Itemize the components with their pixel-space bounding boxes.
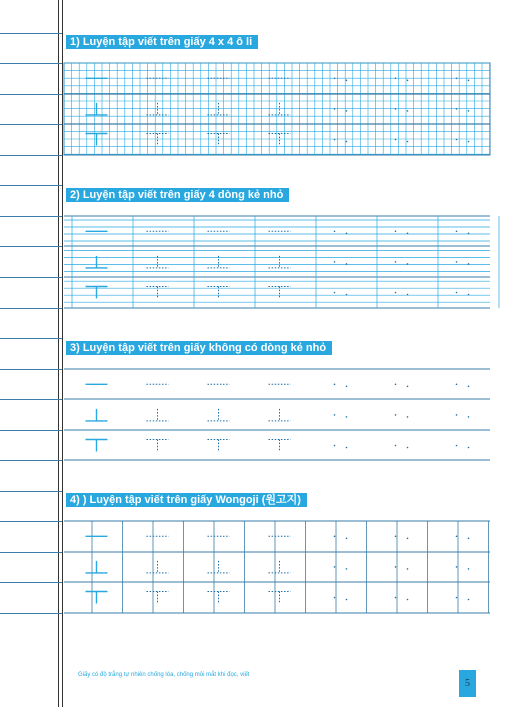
practice-cell-s1-r1-c3 — [269, 103, 291, 115]
practice-cell-s2-r1-c5 — [395, 261, 397, 263]
practice-cell-s3-r1-c1 — [147, 409, 169, 421]
practice-cell-s1-r1-c4 — [346, 110, 348, 112]
practice-cell-s3-r1-c6 — [468, 416, 470, 418]
practice-cell-s1-r0-c5 — [407, 80, 409, 82]
practice-cell-s2-r2-c6 — [456, 292, 458, 294]
practice-cell-s4-r2-c0 — [86, 592, 108, 604]
page-number: 5 — [459, 670, 476, 697]
practice-cell-s1-r2-c5 — [407, 141, 409, 143]
practice-cell-s4-r2-c5 — [395, 597, 397, 599]
practice-cell-s2-r0-c4 — [346, 233, 348, 235]
practice-cell-s4-r1-c5 — [395, 566, 397, 568]
practice-cell-s3-r1-c4 — [346, 416, 348, 418]
practice-cell-s1-r1-c4 — [334, 108, 336, 110]
practice-cell-s4-r2-c1 — [147, 592, 169, 604]
section-title-3: 3) Luyện tập viết trên giấy không có dòng kẻ nhỏ — [66, 341, 332, 355]
practice-cell-s4-r1-c0 — [86, 561, 108, 573]
practice-cell-s3-r2-c4 — [334, 445, 336, 447]
practice-cell-s1-r2-c3 — [269, 134, 291, 146]
practice-cell-s1-r1-c6 — [468, 110, 470, 112]
practice-cell-s2-r1-c4 — [334, 261, 336, 263]
practice-cell-s4-r2-c6 — [468, 599, 470, 601]
practice-cell-s1-r2-c6 — [456, 139, 458, 141]
practice-cell-s1-r1-c5 — [395, 108, 397, 110]
practice-cell-s2-r0-c6 — [456, 231, 458, 233]
practice-cell-s1-r2-c1 — [147, 134, 169, 146]
practice-cell-s3-r0-c4 — [346, 386, 348, 388]
practice-cell-s1-r0-c4 — [334, 78, 336, 80]
practice-cell-s1-r1-c1 — [147, 103, 169, 115]
practice-cell-s4-r1-c4 — [346, 568, 348, 570]
practice-cell-s3-r1-c5 — [407, 416, 409, 418]
practice-cell-s3-r1-c4 — [334, 414, 336, 416]
practice-cell-s1-r1-c0 — [86, 103, 108, 115]
practice-cell-s3-r2-c1 — [147, 440, 169, 452]
practice-cell-s3-r2-c2 — [208, 440, 230, 452]
practice-cell-s2-r1-c6 — [456, 261, 458, 263]
practice-cell-s4-r0-c6 — [456, 536, 458, 538]
practice-cell-s1-r0-c4 — [346, 80, 348, 82]
practice-cell-s3-r0-c5 — [407, 386, 409, 388]
practice-cell-s4-r0-c5 — [395, 536, 397, 538]
practice-cell-s1-r0-c6 — [456, 78, 458, 80]
practice-cell-s1-r0-c6 — [468, 80, 470, 82]
practice-cell-s3-r2-c6 — [456, 445, 458, 447]
practice-cell-s4-r0-c6 — [468, 538, 470, 540]
practice-cell-s3-r0-c4 — [334, 384, 336, 386]
practice-cell-s4-r0-c4 — [346, 538, 348, 540]
practice-cell-s2-r0-c4 — [334, 231, 336, 233]
section-title-1: 1) Luyện tập viết trên giấy 4 x 4 ô li — [66, 35, 258, 49]
practice-cell-s4-r1-c6 — [456, 566, 458, 568]
practice-cell-s3-r2-c0 — [86, 440, 108, 452]
practice-cell-s2-r0-c5 — [407, 233, 409, 235]
practice-cell-s4-r2-c3 — [269, 592, 291, 604]
practice-cell-s3-r2-c4 — [346, 447, 348, 449]
practice-cell-s1-r0-c5 — [395, 78, 397, 80]
practice-cell-s3-r1-c0 — [86, 409, 108, 421]
practice-cell-s4-r1-c2 — [208, 561, 230, 573]
practice-cell-s4-r0-c5 — [407, 538, 409, 540]
practice-cell-s1-r1-c2 — [208, 103, 230, 115]
practice-cell-s4-r2-c4 — [334, 597, 336, 599]
practice-cell-s1-r2-c4 — [334, 139, 336, 141]
practice-cell-s4-r0-c4 — [334, 536, 336, 538]
practice-cell-s2-r1-c5 — [407, 263, 409, 265]
practice-cell-s1-r1-c5 — [407, 110, 409, 112]
practice-cell-s3-r1-c3 — [269, 409, 291, 421]
practice-cell-s4-r2-c6 — [456, 597, 458, 599]
practice-cell-s4-r2-c4 — [346, 599, 348, 601]
practice-cell-s3-r1-c2 — [208, 409, 230, 421]
practice-cell-s4-r1-c6 — [468, 568, 470, 570]
practice-cell-s4-r1-c5 — [407, 568, 409, 570]
practice-cell-s4-r1-c1 — [147, 561, 169, 573]
practice-cell-s2-r2-c5 — [395, 292, 397, 294]
practice-cell-s4-r2-c2 — [208, 592, 230, 604]
practice-cell-s1-r1-c6 — [456, 108, 458, 110]
practice-cell-s3-r2-c3 — [269, 440, 291, 452]
practice-cell-s3-r1-c6 — [456, 414, 458, 416]
practice-cell-s2-r2-c4 — [334, 292, 336, 294]
practice-cell-s3-r0-c6 — [456, 384, 458, 386]
practice-cell-s4-r2-c5 — [407, 599, 409, 601]
practice-cell-s4-r1-c3 — [269, 561, 291, 573]
practice-cell-s2-r0-c5 — [395, 231, 397, 233]
section-title-4: 4) ) Luyện tập viết trên giấy Wongoji (원고지) — [66, 493, 307, 507]
practice-cell-s1-r2-c5 — [395, 139, 397, 141]
footer-note: Giấy có độ trắng tự nhiên chống lóa, chống mỏi mắt khi đọc, viết — [78, 672, 250, 678]
practice-cell-s4-r1-c4 — [334, 566, 336, 568]
practice-cell-s1-r2-c0 — [86, 134, 108, 146]
practice-cell-s3-r2-c5 — [395, 445, 397, 447]
practice-cell-s3-r0-c6 — [468, 386, 470, 388]
practice-cell-s2-r2-c6 — [468, 294, 470, 296]
practice-cell-s2-r1-c4 — [346, 263, 348, 265]
practice-cell-s1-r2-c6 — [468, 141, 470, 143]
practice-cell-s3-r1-c5 — [395, 414, 397, 416]
practice-cell-s1-r2-c2 — [208, 134, 230, 146]
practice-cell-s3-r2-c5 — [407, 447, 409, 449]
practice-cell-s3-r2-c6 — [468, 447, 470, 449]
practice-cell-s2-r2-c4 — [346, 294, 348, 296]
practice-cell-s1-r2-c4 — [346, 141, 348, 143]
practice-cell-s2-r1-c6 — [468, 263, 470, 265]
practice-cell-s2-r0-c6 — [468, 233, 470, 235]
practice-cell-s2-r2-c5 — [407, 294, 409, 296]
practice-cell-s3-r0-c5 — [395, 384, 397, 386]
section-title-2: 2) Luyện tập viết trên giấy 4 dòng kẻ nhỏ — [66, 188, 289, 202]
